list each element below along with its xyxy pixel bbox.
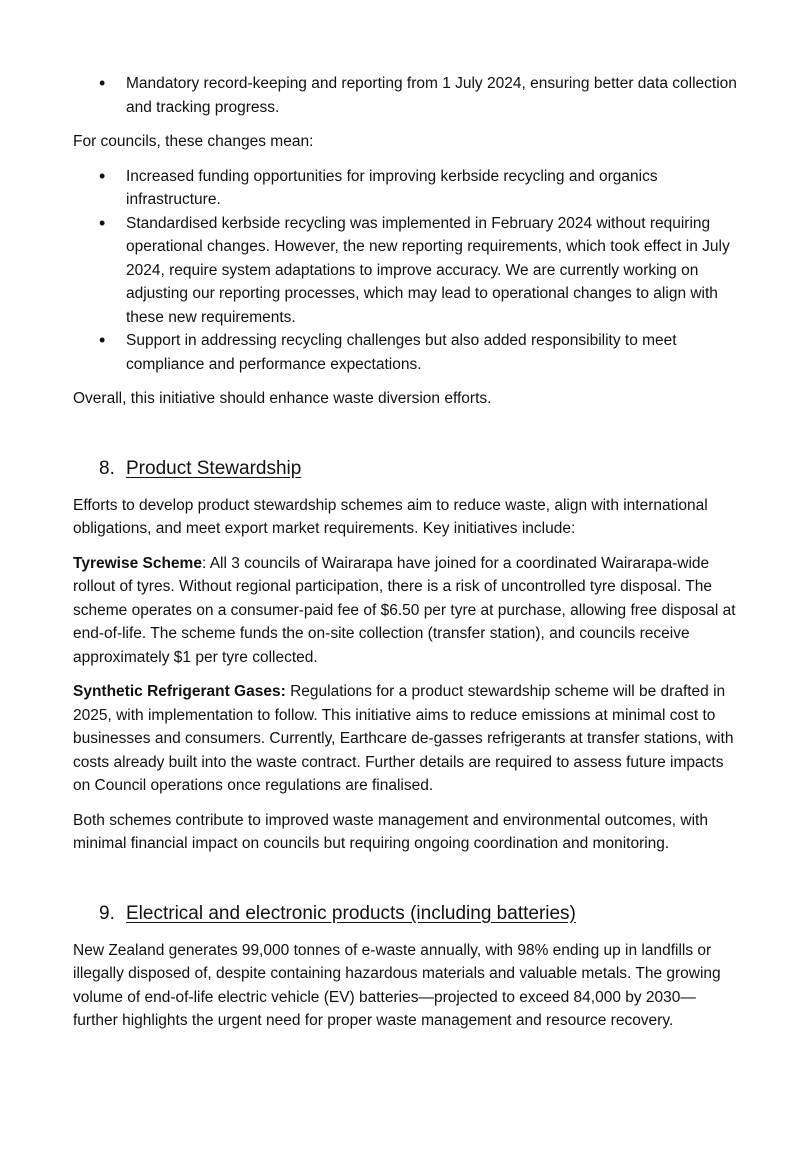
section-number: 8. <box>99 457 115 479</box>
tyrewise-text: : All 3 councils of Wairarapa have joined for a coordinated Wairarapa-wide rollout of tyres. Without regional participation, there is a risk of uncontrolled tyre disposal. The scheme operates on a consumer-paid fee of $6.50 per tyre at purchase, allowing free disposal at end-of-life. The scheme funds the on-site collection (transfer station), and councils receive approximately $1 per tyre collected. <box>73 554 736 666</box>
tyrewise-label: Tyrewise Scheme <box>73 554 202 572</box>
section-8-heading <box>73 456 737 482</box>
tyrewise-paragraph <box>73 552 737 670</box>
list-item: • Increased funding opportunities for improving kerbside recycling and organics infrastructure. <box>73 165 737 212</box>
section-title: Electrical and electronic products (including batteries) <box>126 902 576 924</box>
overall-paragraph: Overall, this initiative should enhance waste diversion efforts. <box>73 390 492 407</box>
section-number: 9. <box>99 902 115 924</box>
section-9-heading <box>73 901 737 927</box>
refrigerant-label: Synthetic Refrigerant Gases: <box>73 683 286 700</box>
list-item: • Standardised kerbside recycling was implemented in February 2024 without requiring operational changes. However, the new reporting requirements, which took effect in July 2024, require system adaptations to improve accuracy. We are currently working on adjusting our reporting processes, which may lead to operational changes to align with these new requirements. <box>73 212 737 330</box>
section-9-intro: New Zealand generates 99,000 tonnes of e-waste annually, with 98% ending up in landfills or illegally disposed of, despite containing hazardous materials and valuable metals. The growing volume of end-of-life electric vehicle (EV) batteries—projected to exceed 84,000 by 2030—further highlights the urgent need for proper waste management and resource recovery. <box>73 941 721 1029</box>
list-item: • Support in addressing recycling challenges but also added responsibility to meet compliance and performance expectations. <box>73 329 737 376</box>
refrigerant-paragraph <box>73 680 737 798</box>
section-title: Product Stewardship <box>126 457 302 479</box>
refrigerant-text: Regulations for a product stewardship scheme will be drafted in 2025, with implementation to follow. This initiative aims to reduce emissions at minimal cost to businesses and consumers. Currently, Earthcare de-gasses refrigerants at transfer stations, with costs already built into the waste contract. Further details are required to assess future impacts on Council operations once regulations are finalised. <box>73 683 734 794</box>
document-page <box>73 72 737 1044</box>
section-8-conclusion: Both schemes contribute to improved waste management and environmental outcomes, with minimal financial impact on councils but requiring ongoing coordination and monitoring. <box>73 811 708 852</box>
list-item: • Mandatory record-keeping and reporting from 1 July 2024, ensuring better data collection and tracking progress. <box>73 72 737 119</box>
councils-intro: For councils, these changes mean: <box>73 133 314 150</box>
reporting-bullet-list <box>73 72 737 119</box>
section-8-intro: Efforts to develop product stewardship schemes aim to reduce waste, align with international obligations, and meet export market requirements. Key initiatives include: <box>73 496 708 537</box>
councils-bullet-list <box>73 165 737 377</box>
